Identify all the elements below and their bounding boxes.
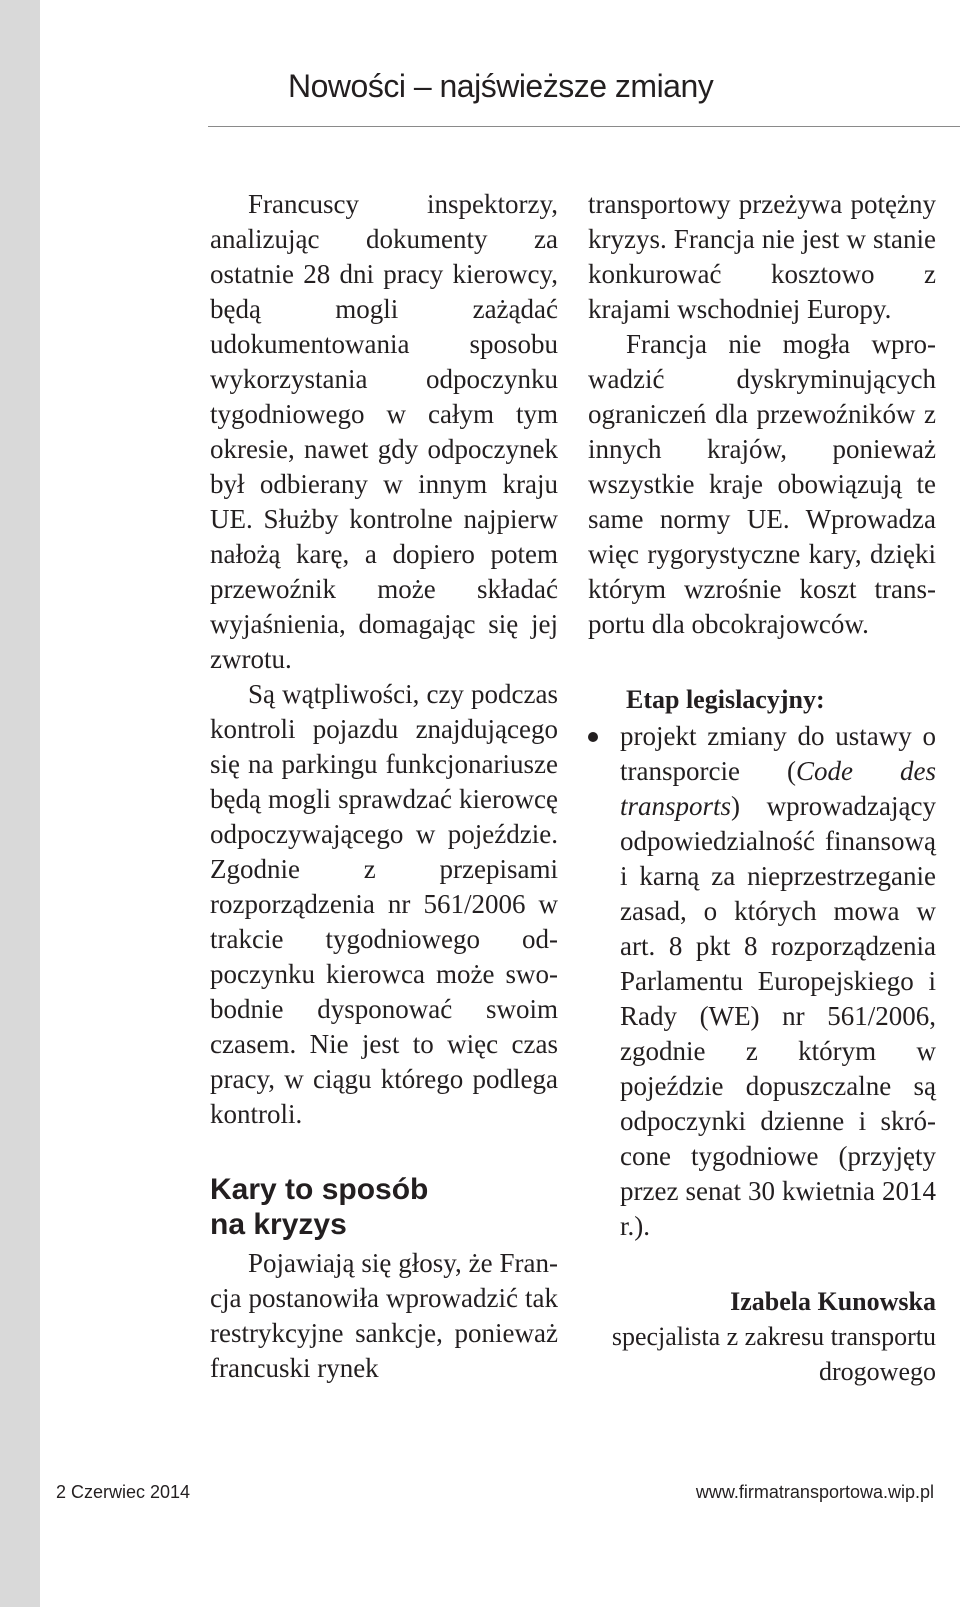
section-heading-line: na kryzys xyxy=(210,1208,347,1241)
footer-page-info: 2 Czerwiec 2014 xyxy=(56,1482,191,1502)
author-name: Izabela Kunowska xyxy=(730,1287,936,1316)
section-heading xyxy=(210,1172,558,1242)
article-column-left xyxy=(210,187,558,1386)
section-heading-line: Kary to sposób xyxy=(210,1173,429,1206)
article-paragraph: Francuscy inspektorzy, analizując dokumenty za ostatnie 28 dni pracy kierowcy, będą mogli zażądać udokumentowania sposobu wykorzystania odpoczynku tygodniowego w całym tym okresie, nawet gdy odpoczynek był odbierany w innym kraju UE. Służby kontrolne najpierw nałożą karę, a dopiero potem przewoźnik może składać wyjaśnienia, domagając się jej zwrotu. xyxy=(210,189,558,674)
article-paragraph: transportowy przeżywa potężny kryzys. Francja nie jest w stanie konkurować kosztowo z krajami wschodniej Europy. xyxy=(588,189,936,324)
legislative-stage-heading: Etap legislacyjny: xyxy=(626,685,825,714)
article-paragraph: Francja nie mogła wprowadzić dyskryminujących ograniczeń dla przewoźników z innych krajów, ponieważ wszystkie kraje obowiązują te same normy UE. Wprowadza więc rygorystyczne kary, dzięki którym wzrośnie koszt transportu dla obcokrajowców. xyxy=(588,329,936,639)
list-item-text xyxy=(620,719,936,1244)
author-role: specjalista z zakresu transportu drogowego xyxy=(611,1322,936,1386)
header-divider xyxy=(208,126,960,127)
footer-website: www.firmatransportowa.wip.pl xyxy=(695,1482,934,1502)
page-margin-bar xyxy=(0,0,40,1607)
list-item xyxy=(588,719,936,1244)
article-paragraph: Pojawiają się głosy, że Francja postanowiła wprowadzić tak restrykcyjne sankcje, ponieważ francuski rynek xyxy=(210,1248,558,1383)
code-title-italic: Code des transports xyxy=(620,756,937,821)
bullet-icon xyxy=(588,732,598,742)
article-column-right xyxy=(588,187,936,1389)
list-item-text-part: ) wprowadzający odpowiedzialność finansową i karną za nieprzestrzeganie zasad, o których mowa w art. 8 pkt 8 rozporządzenia Parlamentu Europejskiego i Rady (WE) nr 561/2006, zgodnie z którym w pojeździe dopuszczalne są odpoczynki dzienne i skrócone tygodniowe (przyjęty przez senat 30 kwietnia 2014 r.). xyxy=(620,791,936,1241)
page-title: Nowości – najświeższe zmiany xyxy=(288,68,714,104)
author-signature xyxy=(588,1284,936,1389)
list-item-text-part: projekt zmiany do ustawy o transporcie ( xyxy=(620,721,936,786)
article-paragraph: Są wątpliwości, czy podczas kontroli pojazdu znajdującego się na parkingu funkcjonariusze będą mogli sprawdzać kierowcę odpoczywającego w pojeździe. Zgodnie z przepisami rozporządzenia nr 561/2006 w trakcie tygodniowego odpoczynku kierowca może swobodnie dysponować swoim czasem. Nie jest to więc czas pracy, w ciągu którego podlega kontroli. xyxy=(210,679,558,1129)
